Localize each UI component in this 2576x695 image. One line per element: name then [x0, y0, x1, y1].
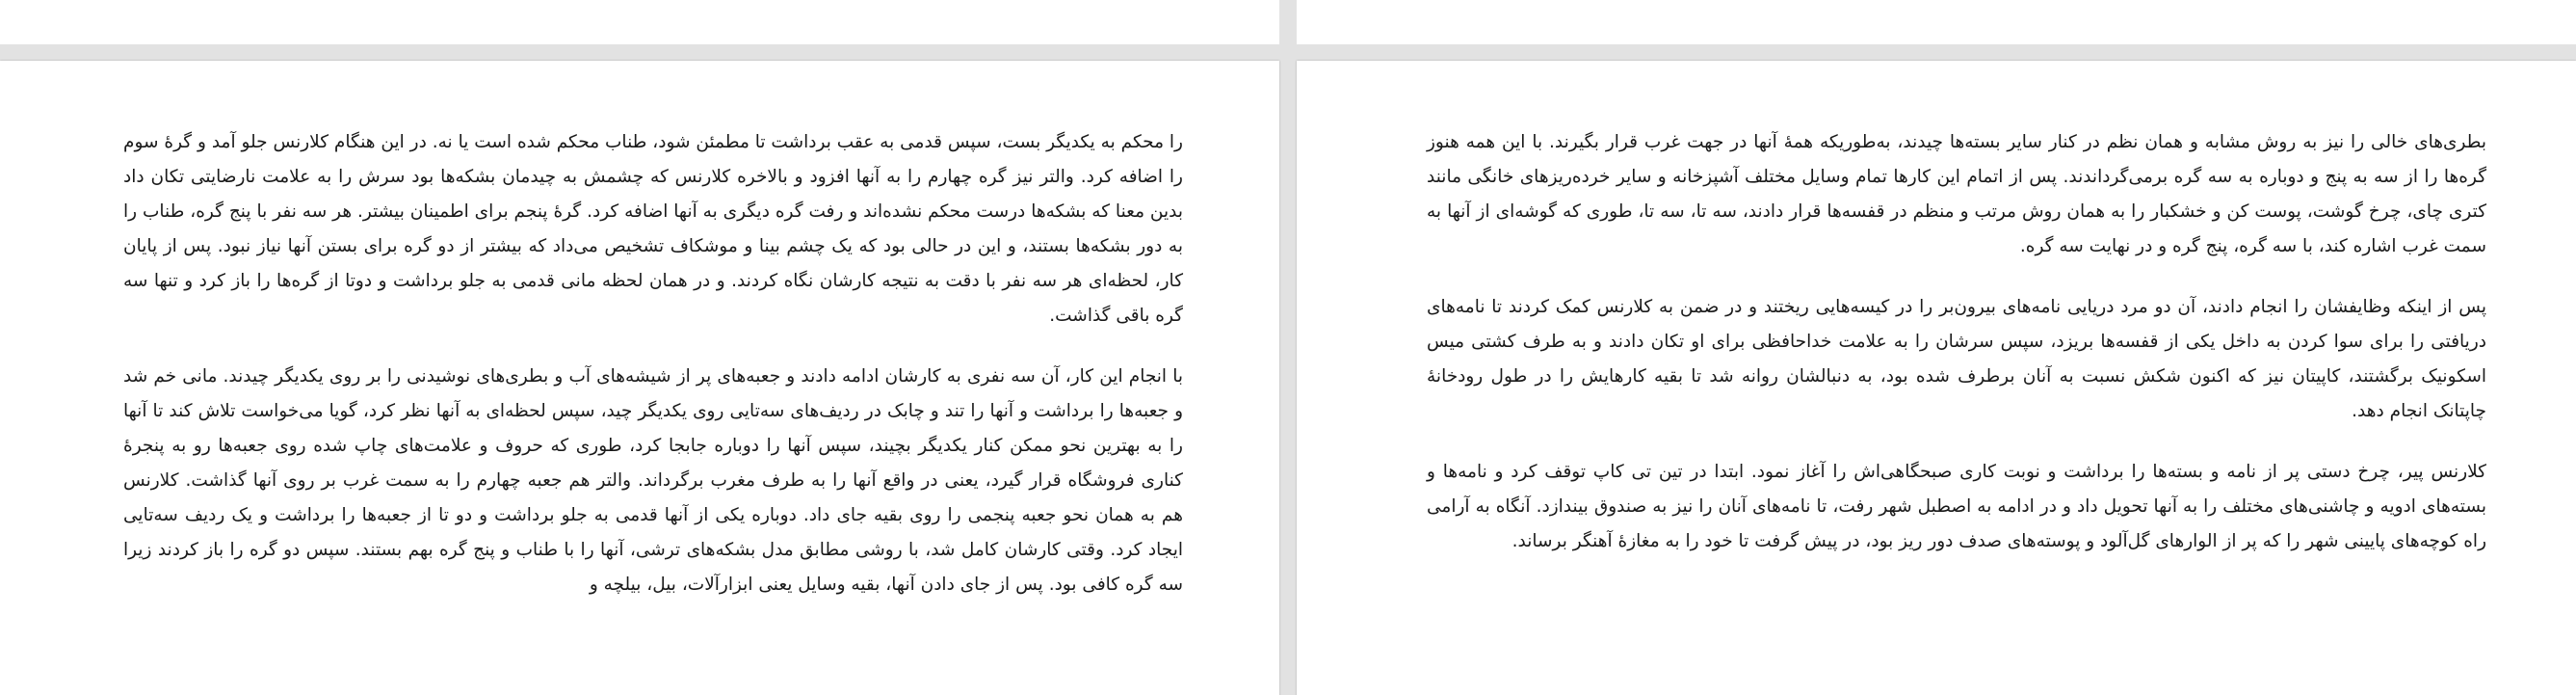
paragraph: پس از اینکه وظایفشان را انجام دادند، آن دو مرد دریایی نامه‌های بیرون‌بر را در کیسه‌هایی ریختند و در ضمن به کلارنس کمک کردند تا نامه‌های دریافتی را برای سوا کردن به داخل یکی از قفسه‌ها بریزد، سپس سرشان را به علامت خداحافظی برای او تکان دادند و به طرف کشتی میس اسکونیک برگشتند، کاپیتان نیز که اکنون شکش نسبت به آنان برطرف شده بود، به دنبالشان روانه شد تا بقیه کارهایش را در طول رودخانهٔ چاپتانک انجام دهد.: [1427, 297, 2486, 421]
right-page-text: [1427, 125, 2486, 585]
previous-page-bottom-left: [0, 0, 1279, 44]
paragraph: با انجام این کار، آن سه نفری به کارشان ادامه دادند و جعبه‌های پر از شیشه‌های آب و بطری‌های نوشیدنی را بر روی یکدیگر چیدند. مانی خم شد و جعبه‌ها را برداشت و آنها را تند و چابک در ردیف‌های سه‌تایی روی یکدیگر چید، سپس لحظه‌ای به آنها نظر کرد، گویا می‌خواست تلاش کند تا آنها را به بهترین نحو ممکن کنار یکدیگر بچیند، سپس آنها را دوباره جابجا کرد، طوری که حروف و علامت‌های چاپ شده روی جعبه‌ها رو به پنجرهٔ کناری فروشگاه قرار گیرد، یعنی در واقع آنها را به طرف مغرب برگرداند. والتر هم جعبه چهارم را به سمت غرب بر روی آنها گذاشت. کلارنس هم به همان نحو جعبه پنجمی را روی بقیه جای داد. دوباره یکی از آنها قدمی به جلو برداشت و دو تا از جعبه‌ها را برداشت و یک ردیف سه‌تایی ایجاد کرد. وقتی کارشان کامل شد، با روشی مطابق مدل بشکه‌های ترشی، آنها را با طناب و پنج گره بهم بستند. سپس دو گره را باز کردند زیرا سه گره کافی بود. پس از جای دادن آنها، بقیه وسایل یعنی ابزارآلات، بیل، بیلچه و: [123, 366, 1183, 595]
left-page: [0, 61, 1279, 695]
paragraph: را محکم به یکدیگر بست، سپس قدمی به عقب برداشت تا مطمئن شود، طناب محکم شده است یا نه. در این هنگام کلارنس جلو آمد و گرهٔ سوم را اضافه کرد. والتر نیز گره چهارم را به آنها افزود و بالاخره کلارنس که چشمش به چیدمان بشکه‌ها بود سرش را به علامت نارضایتی تکان داد بدین معنا که بشکه‌ها درست محکم نشده‌اند و رفت گره دیگری به آنها اضافه کرد. گرهٔ پنجم برای اطمینان بیشتر. هر سه نفر با پنج گره، طناب را به دور بشکه‌ها بستند، و این در حالی بود که یک چشم بینا و موشکاف تشخیص می‌داد که بیشتر از دو گره برای بستن آنها نیاز نبود. پس از پایان کار، لحظه‌ای هر سه نفر با دقت به نتیجه کارشان نگاه کردند. و در همان لحظه مانی قدمی به جلو برداشت و دوتا از گره‌ها را باز کرد و تنها سه گره باقی گذاشت.: [123, 132, 1183, 326]
right-page: [1297, 61, 2576, 695]
paragraph: بطری‌های خالی را نیز به روش مشابه و همان نظم در کنار سایر بسته‌ها چیدند، به‌طوریکه همهٔ آنها در جهت غرب قرار بگیرند. با این همه هنوز گره‌ها را از سه به پنج و دوباره به سه گره برمی‌گرداندند. پس از اتمام این کارها تمام وسایل مختلف آشپزخانه و سایر خرده‌ریزهای خانگی مانند کتری چای، چرخ گوشت، پوست کن و خشکبار را به همان روش مرتب و منظم در قفسه‌ها قرار دادند، سه تا، سه تا، طوری که گوشه‌ای از آنها به سمت غرب اشاره کند، با سه گره، پنج گره و در نهایت سه گره.: [1427, 132, 2486, 256]
left-page-text: [123, 125, 1183, 628]
page-gutter: [1279, 0, 1297, 695]
paragraph: کلارنس پیر، چرخ دستی پر از نامه و بسته‌ها را برداشت و نوبت کاری صبحگاهی‌اش را آغاز نمود. ابتدا در تین تی کاپ توقف کرد و نامه‌ها و بسته‌های ادویه و چاشنی‌های مختلف را به آنها تحویل داد و در ادامه به اصطبل شهر رفت، تا نامه‌های آنان را نیز به صندوق بیندازد. آنگاه به آرامی راه کوچه‌های پایینی شهر را که پر از الوارهای گل‌آلود و پوسته‌های صدف دور ریز بود، در پیش گرفت تا خود را به مغازهٔ آهنگر برساند.: [1427, 462, 2486, 551]
page-row-divider: [0, 44, 2576, 61]
previous-page-bottom-right: [1297, 0, 2576, 44]
